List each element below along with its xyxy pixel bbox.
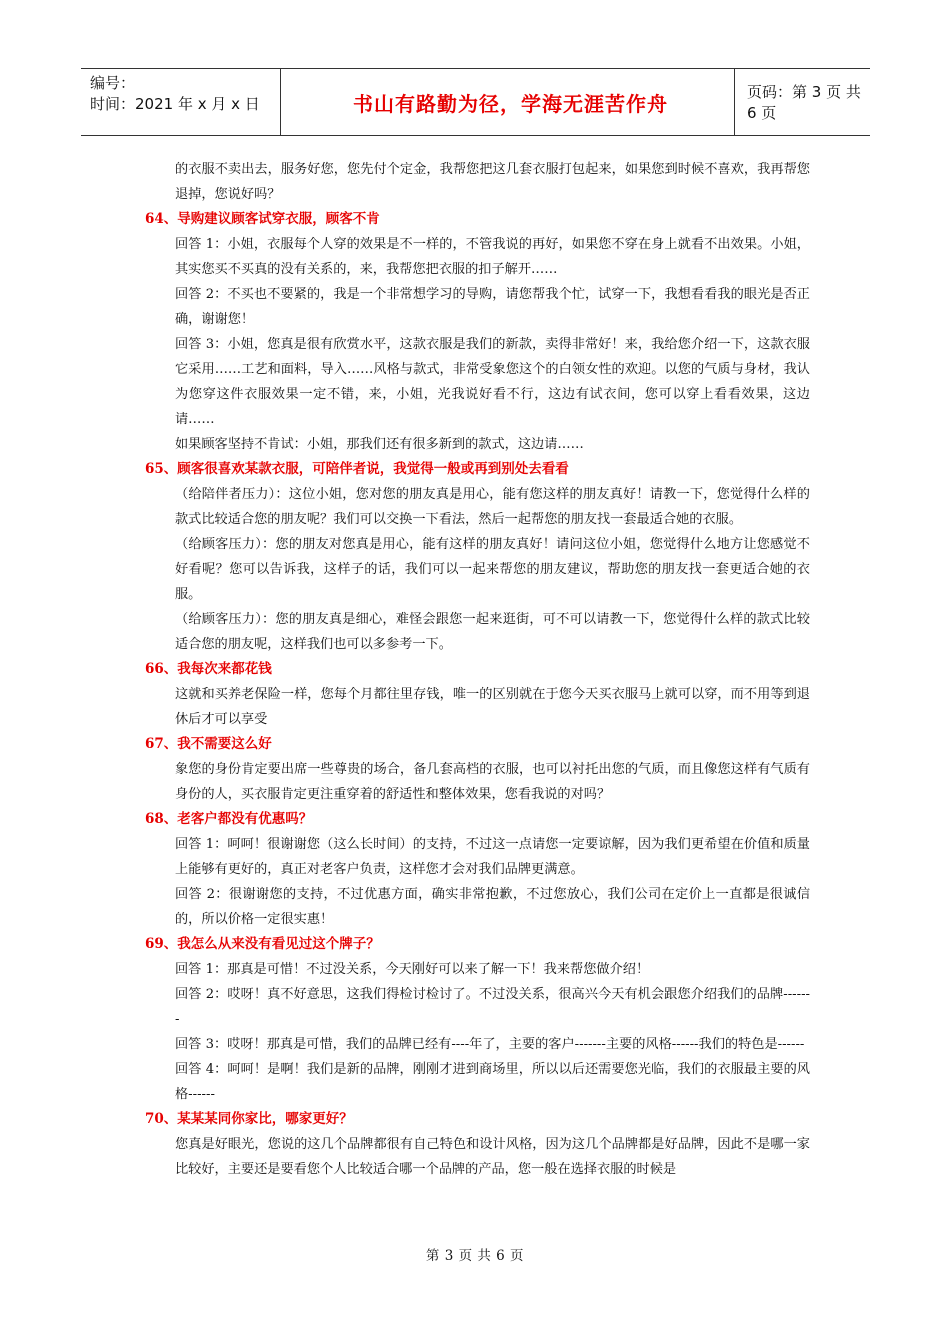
answer-paragraph: 回答 1：小姐，衣服每个人穿的效果是不一样的，不管我说的再好，如果您不穿在身上就看不出效果。小姐，其实您买不买真的没有关系的，来，我帮您把衣服的扣子解开…… (175, 237, 810, 277)
question-title: 70、某某某同你家比，哪家更好？ (145, 1111, 353, 1127)
qa-section (145, 207, 810, 457)
document-date: 时间：2021 年 x 月 x 日 (90, 95, 260, 113)
answer-paragraph: 回答 1：呵呵！很谢谢您（这么长时间）的支持，不过这一点请您一定要谅解，因为我们更希望在价值和质量上能够有更好的，真正对老客户负责，这样您才会对我们品牌更满意。 (175, 837, 810, 877)
answer-paragraph: 如果顾客坚持不肯试：小姐，那我们还有很多新到的款式，这边请…… (175, 437, 584, 452)
qa-section (145, 932, 810, 1107)
qa-section (145, 807, 810, 932)
qa-section (145, 1107, 810, 1182)
question-title: 64、导购建议顾客试穿衣服，顾客不肯 (145, 211, 380, 227)
header-motto: 书山有路勤为径，学海无涯苦作舟 (353, 91, 668, 116)
header-meta (81, 69, 281, 135)
answer-paragraph: 这就和买养老保险一样，您每个月都往里存钱，唯一的区别就在于您今天买衣服马上就可以穿，而不用等到退休后才可以享受 (175, 687, 810, 727)
answer-paragraph: 回答 4：呵呵！是啊！我们是新的品牌，刚刚才进到商场里，所以以后还需要您光临，我们的衣服最主要的风格------ (175, 1062, 810, 1102)
qa-section (145, 657, 810, 732)
answer-paragraph: 回答 3：哎呀！那真是可惜，我们的品牌已经有----年了，主要的客户-------主要的风格------我们的特色是------ (175, 1037, 805, 1052)
document-body (145, 157, 810, 1182)
answer-paragraph: （给顾客压力）：您的朋友对您真是用心，能有这样的朋友真好！请问这位小姐，您觉得什么地方让您感觉不好看呢？您可以告诉我，这样子的话，我们可以一起来帮您的朋友建议，帮助您的朋友找一套更适合她的衣服。 (175, 537, 810, 602)
answer-paragraph: 回答 2：哎呀！真不好意思，这我们得检讨检讨了。不过没关系，很高兴今天有机会跟您介绍我们的品牌------- (175, 987, 810, 1027)
qa-section (145, 457, 810, 657)
answer-paragraph: 回答 2：不买也不要紧的，我是一个非常想学习的导购，请您帮我个忙，试穿一下，我想看看我的眼光是否正确，谢谢您！ (175, 287, 810, 327)
question-title: 68、老客户都没有优惠吗？ (145, 811, 313, 827)
answer-paragraph: 回答 2：很谢谢您的支持，不过优惠方面，确实非常抱歉，不过您放心，我们公司在定价上一直都是很诚信的，所以价格一定很实惠！ (175, 887, 810, 927)
answer-paragraph: （给陪伴者压力）：这位小姐，您对您的朋友真是用心，能有您这样的朋友真好！请教一下，您觉得什么样的款式比较适合您的朋友呢？我们可以交换一下看法，然后一起帮您的朋友找一套最适合她的衣服。 (175, 487, 810, 527)
qa-section (145, 157, 810, 207)
question-title: 67、我不需要这么好 (145, 736, 272, 752)
header-page-info: 页码：第 3 页 共 6 页 (747, 83, 861, 122)
page-footer: 第 3 页 共 6 页 (425, 1248, 525, 1264)
question-title: 65、顾客很喜欢某款衣服，可陪伴者说，我觉得一般或再到别处去看看 (145, 461, 569, 477)
page-header (81, 68, 870, 136)
question-title: 66、我每次来都花钱 (145, 661, 272, 677)
answer-paragraph: 象您的身份肯定要出席一些尊贵的场合，备几套高档的衣服，也可以衬托出您的气质，而且像您这样有气质有身份的人，买衣服肯定更注重穿着的舒适性和整体效果，您看我说的对吗？ (175, 762, 810, 802)
answer-paragraph: 的衣服不卖出去，服务好您，您先付个定金，我帮您把这几套衣服打包起来，如果您到时候不喜欢，我再帮您退掉，您说好吗？ (175, 162, 810, 202)
header-motto-cell (281, 69, 735, 135)
qa-section (145, 732, 810, 807)
answer-paragraph: 回答 3：小姐，您真是很有欣赏水平，这款衣服是我们的新款，卖得非常好！来，我给您介绍一下，这款衣服它采用……工艺和面料，导入……风格与款式，非常受象您这个的白领女性的欢迎。以您的气质与身材，我认为您穿这件衣服效果一定不错，来，小姐，光我说好看不行，这边有试衣间，您可以穿上看看效果，这边请…… (175, 337, 810, 427)
answer-paragraph: 回答 1：那真是可惜！不过没关系，今天刚好可以来了解一下！我来帮您做介绍！ (175, 962, 650, 977)
answer-paragraph: 您真是好眼光，您说的这几个品牌都很有自己特色和设计风格，因为这几个品牌都是好品牌，因此不是哪一家比较好，主要还是要看您个人比较适合哪一个品牌的产品，您一般在选择衣服的时候是 (175, 1137, 810, 1177)
answer-paragraph: （给顾客压力）：您的朋友真是细心，难怪会跟您一起来逛街，可不可以请教一下，您觉得什么样的款式比较适合您的朋友呢，这样我们也可以多参考一下。 (175, 612, 810, 652)
question-title: 69、我怎么从来没有看见过这个牌子？ (145, 936, 380, 952)
document-number-label: 编号： (90, 74, 136, 92)
